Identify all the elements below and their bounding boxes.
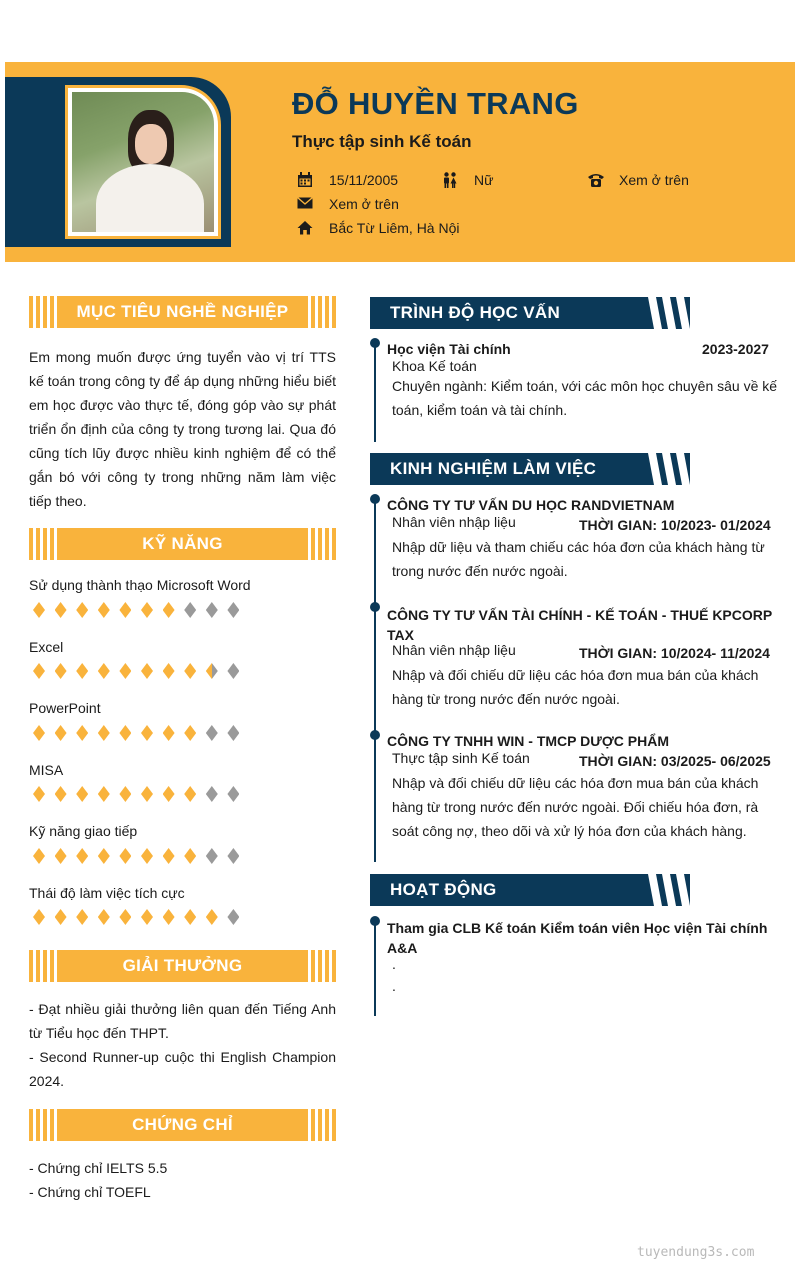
- rating-diamond: [33, 602, 45, 618]
- rating-diamond: [141, 848, 153, 864]
- rating-diamond: [76, 725, 88, 741]
- activity-bullet: .: [392, 978, 396, 994]
- rating-diamond: [119, 848, 131, 864]
- rating-diamond: [76, 909, 88, 925]
- phone-icon: [587, 172, 607, 188]
- rating-diamond: [33, 786, 45, 802]
- rating-diamond: [98, 786, 110, 802]
- rating-diamond: [184, 786, 196, 802]
- timeline-dot: [370, 602, 380, 612]
- gender-icon: [442, 172, 462, 188]
- watermark: tuyendung3s.com: [637, 1245, 755, 1260]
- rating-diamond: [227, 848, 239, 864]
- address-value: Bắc Từ Liêm, Hà Nội: [329, 220, 460, 236]
- rating-diamond: [141, 663, 153, 679]
- rating-diamond: [227, 602, 239, 618]
- rating-diamond: [163, 725, 175, 741]
- job-time: THỜI GIAN: 03/2025- 06/2025: [579, 753, 771, 769]
- activity-name: Tham gia CLB Kế toán Kiểm toán viên Học viện Tài chính A&A: [387, 920, 768, 956]
- rating-diamond: [119, 602, 131, 618]
- address-info: [297, 220, 460, 236]
- skills-title: KỸ NĂNG: [29, 528, 336, 560]
- company-name: CÔNG TY TƯ VẤN DU HỌC RANDVIETNAM: [387, 497, 675, 513]
- rating-diamond: [33, 663, 45, 679]
- education-title: TRÌNH ĐỘ HỌC VẤN: [370, 297, 700, 329]
- rating-diamond: [206, 725, 218, 741]
- faculty: Khoa Kế toán: [392, 358, 477, 374]
- timeline-line: [374, 344, 376, 442]
- skill-label: MISA: [29, 762, 64, 778]
- rating-diamond: [163, 602, 175, 618]
- rating-diamond: [55, 909, 67, 925]
- rating-diamond: [184, 848, 196, 864]
- rating-diamond: [184, 909, 196, 925]
- activity-bullet: .: [392, 956, 396, 972]
- rating-diamond: [141, 786, 153, 802]
- timeline-dot: [370, 338, 380, 348]
- school-name: Học viện Tài chính: [387, 341, 511, 357]
- rating-diamond: [163, 786, 175, 802]
- rating-diamond: [206, 786, 218, 802]
- rating-diamond: [76, 602, 88, 618]
- rating-diamond: [76, 786, 88, 802]
- rating-diamond: [98, 909, 110, 925]
- rating-diamond: [55, 602, 67, 618]
- calendar-icon: [297, 172, 317, 188]
- avatar: [72, 92, 214, 232]
- rating-diamond: [76, 848, 88, 864]
- rating-diamond: [119, 725, 131, 741]
- candidate-position: Thực tập sinh Kế toán: [292, 132, 472, 151]
- rating-diamond: [184, 725, 196, 741]
- rating-diamond: [119, 909, 131, 925]
- certificate-item: - Chứng chỉ TOEFL: [29, 1184, 151, 1200]
- rating-diamond: [55, 848, 67, 864]
- rating-diamond: [163, 909, 175, 925]
- photo-block: [5, 77, 231, 247]
- rating-diamond: [33, 725, 45, 741]
- experience-title: KINH NGHIỆM LÀM VIỆC: [370, 453, 700, 485]
- rating-diamond: [141, 725, 153, 741]
- award-item: - Đạt nhiều giải thưởng liên quan đến Tiếng Anh từ Tiểu học đến THPT.: [29, 1001, 336, 1041]
- rating-diamond: [98, 848, 110, 864]
- rating-diamond: [163, 663, 175, 679]
- rating-diamond: [141, 909, 153, 925]
- awards-title: GIẢI THƯỞNG: [29, 950, 336, 982]
- email-icon: [297, 196, 317, 212]
- rating-diamond: [119, 786, 131, 802]
- company-name: CÔNG TY TƯ VẤN TÀI CHÍNH - KẾ TOÁN - THUẾ KPCORP TAX: [387, 607, 772, 643]
- job-description: Nhập dữ liệu và tham chiếu các hóa đơn của khách hàng từ trong nước đến nước ngoài.: [392, 539, 765, 579]
- phone-info: [587, 172, 689, 188]
- avatar-frame: [65, 85, 221, 239]
- email-info: [297, 196, 399, 212]
- timeline-line: [374, 922, 376, 1016]
- job-time: THỜI GIAN: 10/2023- 01/2024: [579, 517, 771, 533]
- home-icon: [297, 220, 317, 236]
- rating-diamond: [206, 602, 218, 618]
- timeline-dot: [370, 730, 380, 740]
- skill-label: Sử dụng thành thạo Microsoft Word: [29, 577, 251, 593]
- education-period: 2023-2027: [702, 341, 769, 357]
- rating-diamond: [184, 663, 196, 679]
- gender-value: Nữ: [474, 172, 494, 188]
- rating-diamond: [163, 848, 175, 864]
- rating-diamond: [98, 602, 110, 618]
- rating-diamond: [76, 663, 88, 679]
- skill-label: Excel: [29, 639, 64, 655]
- rating-diamond: [141, 602, 153, 618]
- rating-diamond: [98, 663, 110, 679]
- rating-diamond: [227, 786, 239, 802]
- rating-diamond: [227, 725, 239, 741]
- job-role: Nhân viên nhập liệu: [392, 642, 516, 658]
- major-description: Chuyên ngành: Kiểm toán, với các môn học chuyên sâu về kế toán, kiểm toán và tài chính.: [392, 378, 778, 418]
- email-value: Xem ở trên: [329, 196, 399, 212]
- gender-info: [442, 172, 493, 188]
- activities-title: HOẠT ĐỘNG: [370, 874, 700, 906]
- rating-diamond: [206, 663, 218, 679]
- certificate-item: - Chứng chỉ IELTS 5.5: [29, 1160, 168, 1176]
- cv-header: [5, 62, 795, 262]
- phone-value: Xem ở trên: [619, 172, 689, 188]
- skill-label: PowerPoint: [29, 700, 101, 716]
- rating-diamond: [55, 663, 67, 679]
- timeline-dot: [370, 916, 380, 926]
- candidate-name: ĐỖ HUYỀN TRANG: [292, 86, 579, 121]
- job-description: Nhập và đối chiếu dữ liệu các hóa đơn mua bán của khách hàng từ trong nước đến nước ngoài.: [392, 667, 759, 707]
- skill-label: Thái độ làm việc tích cực: [29, 885, 185, 901]
- birthday-info: [297, 172, 398, 188]
- skill-label: Kỹ năng giao tiếp: [29, 823, 138, 839]
- job-role: Nhân viên nhập liệu: [392, 514, 516, 530]
- rating-diamond: [206, 848, 218, 864]
- certificates-title: CHỨNG CHỈ: [29, 1109, 336, 1141]
- timeline-line: [374, 500, 376, 862]
- rating-diamond: [33, 848, 45, 864]
- rating-diamond: [227, 909, 239, 925]
- timeline-dot: [370, 494, 380, 504]
- objective-title: MỤC TIÊU NGHỀ NGHIỆP: [29, 296, 336, 328]
- rating-diamond: [227, 663, 239, 679]
- rating-diamond: [98, 725, 110, 741]
- job-description: Nhập và đối chiếu dữ liệu các hóa đơn mua bán của khách hàng từ trong nước đến nước ngoài. Đối chiếu hóa đơn, rà soát công nợ, theo dõi và xử lý hóa đơn của khách hàng.: [392, 775, 759, 839]
- rating-diamond: [55, 725, 67, 741]
- rating-diamond: [206, 909, 218, 925]
- rating-diamond: [119, 663, 131, 679]
- job-role: Thực tập sinh Kế toán: [392, 750, 530, 766]
- job-time: THỜI GIAN: 10/2024- 11/2024: [579, 645, 770, 661]
- rating-diamond: [55, 786, 67, 802]
- rating-diamond: [184, 602, 196, 618]
- objective-text: Em mong muốn được ứng tuyển vào vị trí TTS kế toán trong công ty để áp dụng những hiểu biết em học được vào thực tế, đóng góp vào sự phát triển ổn định của công ty trong tương lai. Qua đó cũng tích lũy được nhiều kinh nghiệm để có thể gắn bó với công ty trong những năm làm việc tiếp theo.: [29, 349, 336, 509]
- company-name: CÔNG TY TNHH WIN - TMCP DƯỢC PHẨM: [387, 733, 670, 749]
- rating-diamond: [33, 909, 45, 925]
- birthday-value: 15/11/2005: [329, 172, 399, 188]
- award-item: - Second Runner-up cuộc thi English Champion 2024.: [29, 1049, 336, 1089]
